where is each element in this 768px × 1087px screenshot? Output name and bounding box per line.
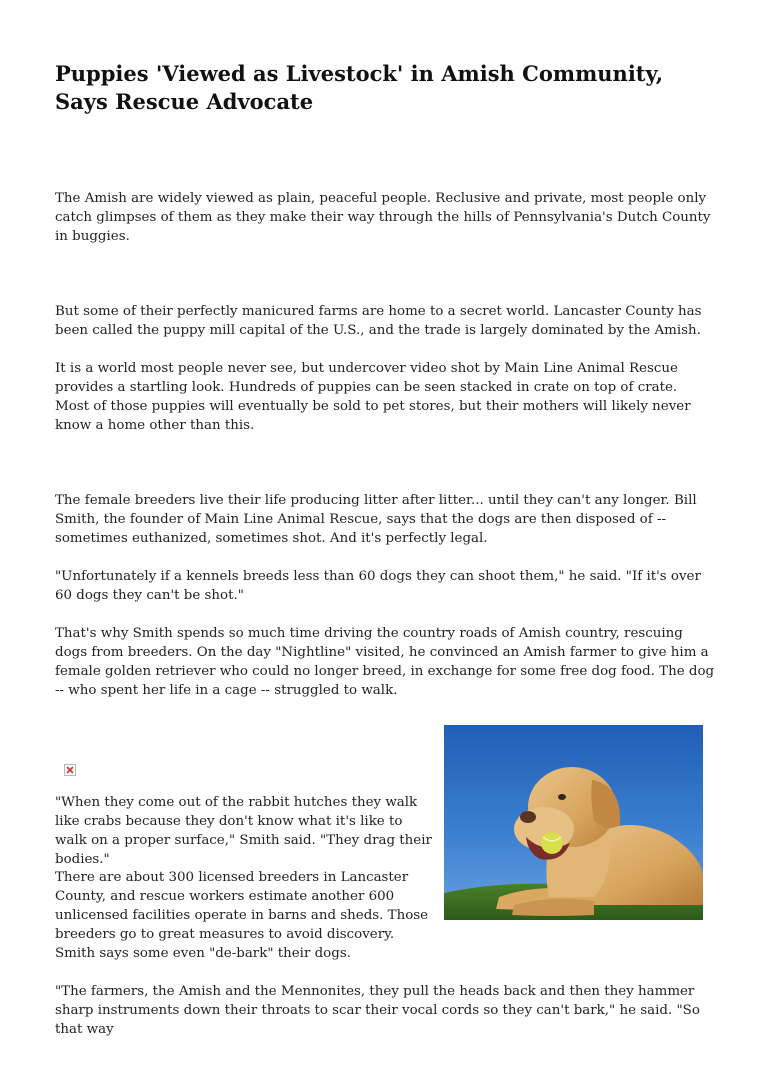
paragraph-smith-rescue: That's why Smith spends so much time driving the country roads of Amish country, rescuing dogs from breeders. On the day "Nightline" visited, he convinced an Amish farmer to give him a female golden retriever who could no longer breed, in exchange for some free dog food. The dog -- who spent her life in a cage -- struggled to walk. [55, 626, 715, 698]
paragraph-licensed-breeders: There are about 300 licensed breeders in Lancaster County, and rescue workers estimate another 600 unlicensed facilities operate in barns and sheds. Those breeders go to great measures to avoid discovery. Smith says some even "de-bark" their dogs. [55, 870, 429, 961]
paragraph-female-breeders: The female breeders live their life producing litter after litter... until they can't any longer. Bill Smith, the founder of Main Line Animal Rescue, says that the dogs are then disposed of -- sometimes euthanized, sometimes shot. And it's perfectly legal. [55, 493, 697, 546]
paragraph-secret-world: But some of their perfectly manicured farms are home to a secret world. Lancaster County has been called the puppy mill capital of the U.S., and the trade is largely dominated by the Amish. [55, 304, 702, 338]
paragraph-crabs-quote: "When they come out of the rabbit hutches they walk like crabs because they don't know what it's like to walk on a proper surface," Smith said. "They drag their bodies." [55, 795, 432, 867]
article-title: Puppies 'Viewed as Livestock' in Amish Community, Says Rescue Advocate [55, 61, 664, 114]
paragraph-intro: The Amish are widely viewed as plain, peaceful people. Reclusive and private, most people only catch glimpses of them as they make their way through the hills of Pennsylvania's Dutch County in buggies. [55, 191, 711, 244]
broken-image-icon [64, 764, 76, 776]
dog-photo [444, 725, 703, 920]
paragraph-farmers-quote: "The farmers, the Amish and the Mennonites, they pull the heads back and then they hammer sharp instruments down their throats to scar their vocal cords so they can't bark," he said. "So that way [55, 984, 700, 1037]
paragraph-quote-shoot: "Unfortunately if a kennels breeds less than 60 dogs they can shoot them," he said. "If it's over 60 dogs they can't be shot." [55, 569, 701, 603]
paragraph-undercover-video: It is a world most people never see, but undercover video shot by Main Line Animal Rescue provides a startling look. Hundreds of puppies can be seen stacked in crate on top of crate. Most of those puppies will eventually be sold to pet stores, but their mothers will likely never know a home other than this. [55, 361, 691, 433]
